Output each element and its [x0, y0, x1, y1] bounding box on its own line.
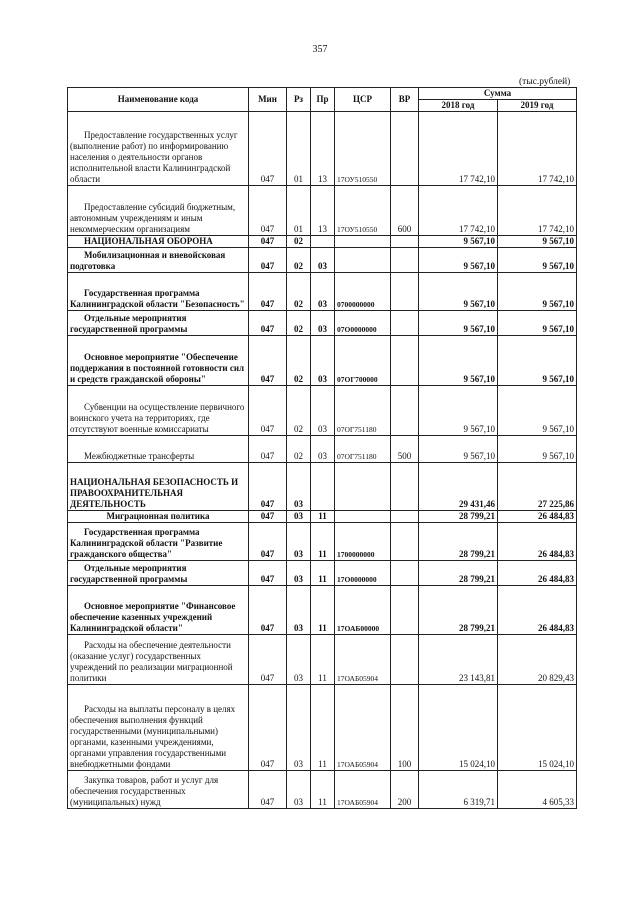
row-min: 047: [249, 561, 287, 586]
header-csr: ЦСР: [335, 88, 391, 112]
row-csr: [335, 511, 391, 523]
row-2019: 27 225,86: [498, 463, 577, 511]
row-2018: 9 567,10: [419, 236, 498, 248]
row-2018: 28 799,21: [419, 511, 498, 523]
row-rz: 03: [287, 561, 311, 586]
header-sum: Сумма: [419, 88, 577, 100]
row-pr: 11: [311, 635, 335, 685]
row-csr: 0700000000: [335, 273, 391, 311]
table-row: [68, 586, 577, 635]
table-row: [68, 273, 577, 311]
budget-table: [67, 87, 577, 809]
row-pr: 11: [311, 561, 335, 586]
row-rz: 02: [287, 336, 311, 386]
row-2019: 9 567,10: [498, 236, 577, 248]
row-2019: 9 567,10: [498, 436, 577, 463]
row-name: НАЦИОНАЛЬНАЯ БЕЗОПАСНОСТЬ И ПРАВООХРАНИТЕЛЬНАЯ ДЕЯТЕЛЬНОСТЬ: [68, 463, 249, 511]
row-csr: 1700000000: [335, 523, 391, 561]
row-pr: 03: [311, 311, 335, 336]
row-pr: 11: [311, 511, 335, 523]
row-rz: 03: [287, 511, 311, 523]
row-min: 047: [249, 511, 287, 523]
row-pr: 03: [311, 386, 335, 436]
row-rz: 02: [287, 273, 311, 311]
row-2018: 17 742,10: [419, 186, 498, 236]
row-2018: 28 799,21: [419, 561, 498, 586]
row-name: Расходы на обеспечение деятельности (оказание услуг) государственных учреждений по реализации миграционной политики: [68, 635, 249, 685]
row-2019: 9 567,10: [498, 336, 577, 386]
header-name: Наименование кода: [68, 88, 249, 112]
row-vr: [391, 523, 419, 561]
row-vr: 100: [391, 685, 419, 771]
row-name: Отдельные мероприятия государственной программы: [68, 561, 249, 586]
header-vr: ВР: [391, 88, 419, 112]
row-2019: 26 484,83: [498, 511, 577, 523]
row-min: 047: [249, 771, 287, 809]
row-pr: 03: [311, 248, 335, 273]
row-2019: 26 484,83: [498, 523, 577, 561]
row-csr: 17О0000000: [335, 561, 391, 586]
row-2018: 9 567,10: [419, 386, 498, 436]
row-min: 047: [249, 436, 287, 463]
row-rz: 02: [287, 248, 311, 273]
header-pr: Пр: [311, 88, 335, 112]
table-row: [68, 436, 577, 463]
row-csr: [335, 236, 391, 248]
row-vr: [391, 561, 419, 586]
row-vr: [391, 336, 419, 386]
row-2019: 15 024,10: [498, 685, 577, 771]
row-rz: 02: [287, 386, 311, 436]
row-2018: 9 567,10: [419, 311, 498, 336]
table-row: [68, 236, 577, 248]
row-name: Основное мероприятие "Финансовое обеспечение казенных учреждений Калининградской области": [68, 586, 249, 635]
row-pr: 11: [311, 685, 335, 771]
row-2019: 9 567,10: [498, 248, 577, 273]
row-min: 047: [249, 463, 287, 511]
table-row: [68, 771, 577, 809]
row-rz: 03: [287, 771, 311, 809]
row-rz: 02: [287, 436, 311, 463]
row-2019: 20 829,43: [498, 635, 577, 685]
row-csr: 17ОАБ05904: [335, 635, 391, 685]
row-name: Государственная программа Калининградской области "Безопасность": [68, 273, 249, 311]
row-rz: 03: [287, 685, 311, 771]
row-2018: 23 143,81: [419, 635, 498, 685]
row-vr: [391, 386, 419, 436]
row-rz: 02: [287, 236, 311, 248]
row-name: Расходы на выплаты персоналу в целях обеспечения выполнения функций государственными (муниципальными) органами, казенными учреждениями, органами управления государственными внебюджетными фондами: [68, 685, 249, 771]
row-vr: [391, 511, 419, 523]
row-rz: 03: [287, 635, 311, 685]
row-min: 047: [249, 386, 287, 436]
row-vr: [391, 586, 419, 635]
row-rz: 03: [287, 586, 311, 635]
table-row: [68, 463, 577, 511]
row-rz: 02: [287, 311, 311, 336]
table-row: [68, 386, 577, 436]
row-csr: 07О0000000: [335, 311, 391, 336]
row-2018: 29 431,46: [419, 463, 498, 511]
row-csr: 17ОУ510550: [335, 112, 391, 186]
row-rz: 01: [287, 112, 311, 186]
row-csr: 07ОГ700000: [335, 336, 391, 386]
row-csr: 07ОГ751180: [335, 386, 391, 436]
table-row: [68, 336, 577, 386]
row-pr: 11: [311, 523, 335, 561]
table-row: [68, 112, 577, 186]
row-rz: 01: [287, 186, 311, 236]
row-min: 047: [249, 112, 287, 186]
row-vr: [391, 635, 419, 685]
row-vr: [391, 236, 419, 248]
table-row: [68, 523, 577, 561]
row-vr: [391, 463, 419, 511]
row-name: Мобилизационная и вневойсковая подготовка: [68, 248, 249, 273]
row-2019: 26 484,83: [498, 561, 577, 586]
row-min: 047: [249, 248, 287, 273]
table-row: [68, 685, 577, 771]
row-min: 047: [249, 523, 287, 561]
row-csr: 17ОАБ00000: [335, 586, 391, 635]
row-rz: 03: [287, 523, 311, 561]
row-pr: [311, 236, 335, 248]
table-row: [68, 248, 577, 273]
row-name: Государственная программа Калининградской области "Развитие гражданского общества": [68, 523, 249, 561]
units-label: (тыс.рублей): [519, 77, 571, 87]
row-csr: [335, 248, 391, 273]
row-csr: 07ОГ751180: [335, 436, 391, 463]
row-rz: 03: [287, 463, 311, 511]
row-2018: 17 742,10: [419, 112, 498, 186]
row-name: Субвенции на осуществление первичного воинского учета на территориях, где отсутствуют военные комиссариаты: [68, 386, 249, 436]
row-min: 047: [249, 236, 287, 248]
row-2019: 26 484,83: [498, 586, 577, 635]
row-min: 047: [249, 635, 287, 685]
row-pr: 13: [311, 112, 335, 186]
row-pr: 11: [311, 586, 335, 635]
row-vr: 200: [391, 771, 419, 809]
row-2018: 28 799,21: [419, 523, 498, 561]
row-vr: 500: [391, 436, 419, 463]
row-vr: 600: [391, 186, 419, 236]
row-2018: 9 567,10: [419, 436, 498, 463]
row-2019: 9 567,10: [498, 311, 577, 336]
row-name: Закупка товаров, работ и услуг для обеспечения государственных (муниципальных) нужд: [68, 771, 249, 809]
row-pr: 11: [311, 771, 335, 809]
row-2018: 9 567,10: [419, 336, 498, 386]
row-csr: 17ОУ510550: [335, 186, 391, 236]
row-2019: 9 567,10: [498, 273, 577, 311]
row-name: НАЦИОНАЛЬНАЯ ОБОРОНА: [68, 236, 249, 248]
row-2018: 9 567,10: [419, 248, 498, 273]
row-csr: [335, 463, 391, 511]
row-2018: 28 799,21: [419, 586, 498, 635]
header-2018: 2018 год: [419, 100, 498, 112]
row-pr: 03: [311, 336, 335, 386]
row-vr: [391, 248, 419, 273]
row-csr: 17ОАБ05904: [335, 685, 391, 771]
row-2018: 15 024,10: [419, 685, 498, 771]
row-2019: 17 742,10: [498, 186, 577, 236]
row-min: 047: [249, 273, 287, 311]
row-2019: 17 742,10: [498, 112, 577, 186]
row-name: Отдельные мероприятия государственной программы: [68, 311, 249, 336]
row-csr: 17ОАБ05904: [335, 771, 391, 809]
row-min: 047: [249, 311, 287, 336]
row-name: Предоставление государственных услуг (выполнение работ) по информированию населения о деятельности органов исполнительной власти Калининградской области: [68, 112, 249, 186]
row-vr: [391, 112, 419, 186]
header-rz: Рз: [287, 88, 311, 112]
table-row: [68, 635, 577, 685]
row-min: 047: [249, 586, 287, 635]
row-min: 047: [249, 186, 287, 236]
row-name: Межбюджетные трансферты: [68, 436, 249, 463]
row-pr: 03: [311, 273, 335, 311]
row-2018: 9 567,10: [419, 273, 498, 311]
table-row: [68, 311, 577, 336]
row-vr: [391, 311, 419, 336]
table-row: [68, 561, 577, 586]
header-2019: 2019 год: [498, 100, 577, 112]
header-min: Мин: [249, 88, 287, 112]
row-name: Основное мероприятие "Обеспечение поддержания в постоянной готовности сил и средств гражданской обороны": [68, 336, 249, 386]
row-vr: [391, 273, 419, 311]
row-2018: 6 319,71: [419, 771, 498, 809]
page-number: 357: [312, 44, 328, 55]
row-min: 047: [249, 336, 287, 386]
row-min: 047: [249, 685, 287, 771]
row-name: Предоставление субсидий бюджетным, автономным учреждениям и иным некоммерческим организациям: [68, 186, 249, 236]
row-name: Миграционная политика: [68, 511, 249, 523]
row-pr: 03: [311, 436, 335, 463]
row-pr: 13: [311, 186, 335, 236]
row-2019: 4 605,33: [498, 771, 577, 809]
row-pr: [311, 463, 335, 511]
table-row: [68, 511, 577, 523]
table-row: [68, 186, 577, 236]
row-2019: 9 567,10: [498, 386, 577, 436]
